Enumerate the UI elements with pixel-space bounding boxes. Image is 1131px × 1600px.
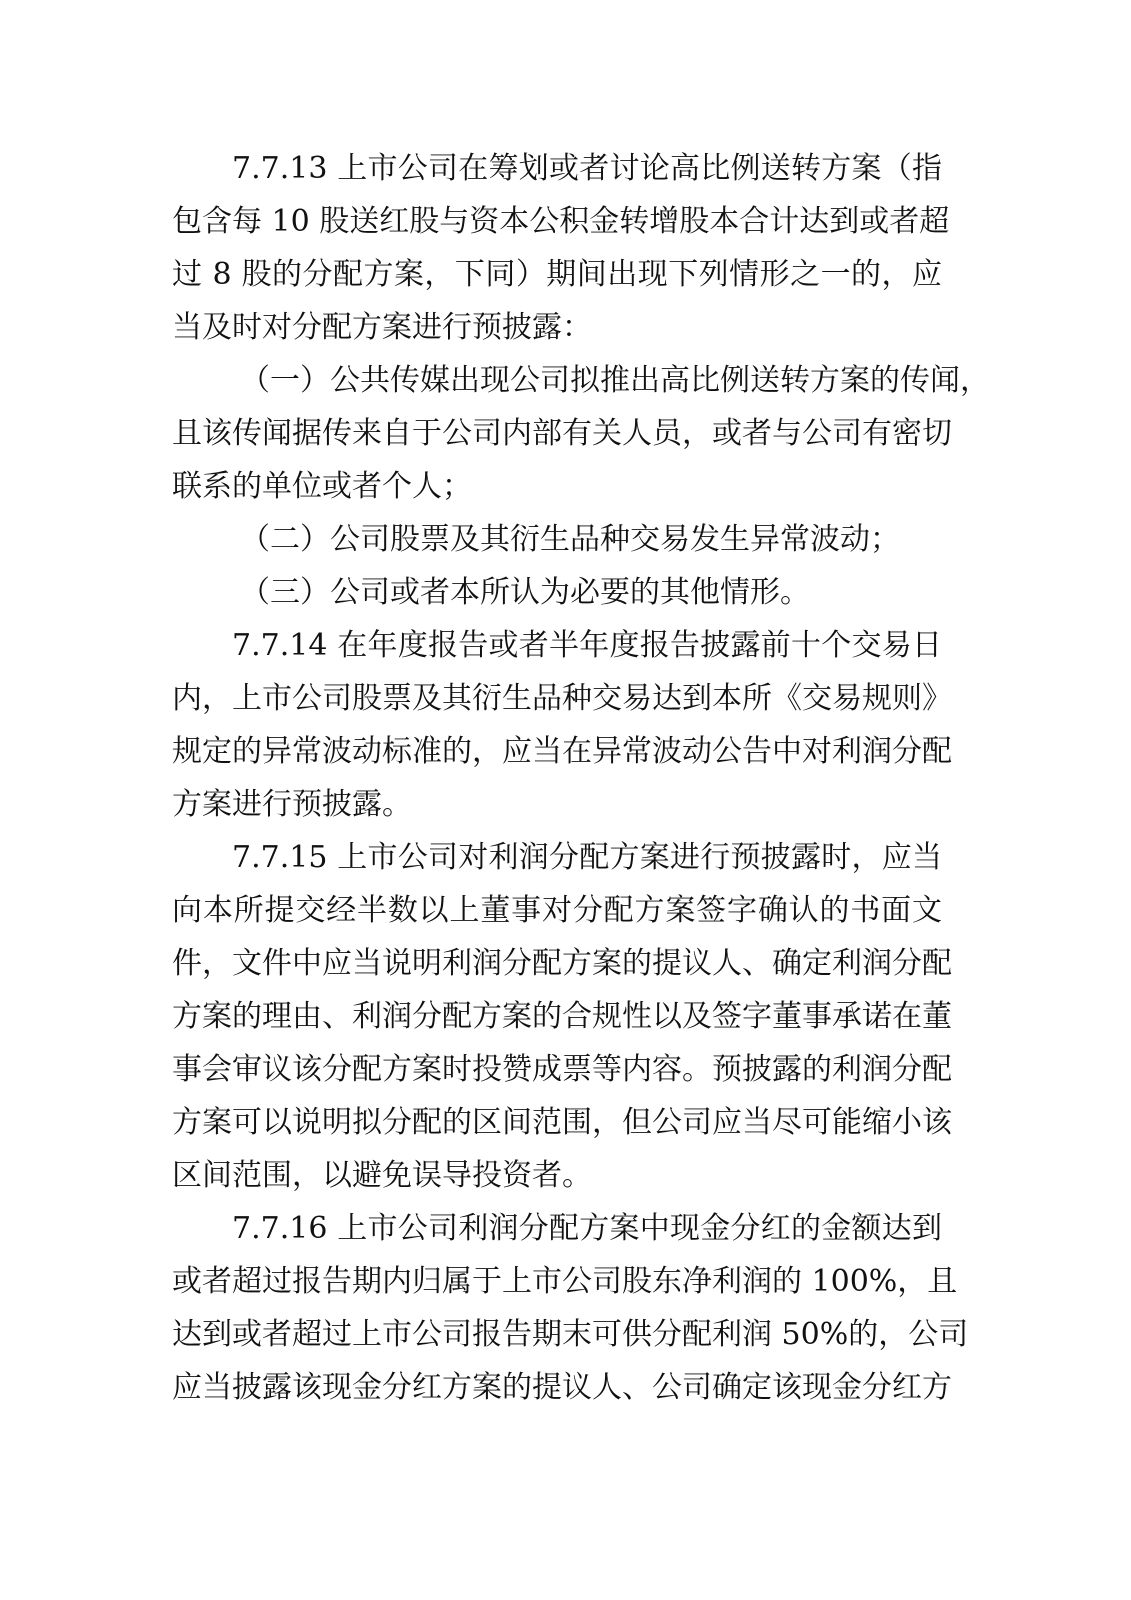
text-line: 方案进行预披露。 (172, 787, 412, 822)
text-line: 当及时对分配方案进行预披露： (172, 310, 592, 345)
text-line: 过 8 股的分配方案，下同）期间出现下列情形之一的，应 (172, 257, 942, 292)
text-line: 7.7.15 上市公司对利润分配方案进行预披露时，应当 (232, 840, 942, 875)
text-line: 区间范围，以避免误导投资者。 (172, 1158, 592, 1193)
paragraph-7-7-15 (172, 831, 952, 1202)
text-line: 达到或者超过上市公司报告期末可供分配利润 50%的，公司 (172, 1317, 969, 1352)
text-line: 方案可以说明拟分配的区间范围，但公司应当尽可能缩小该 (172, 1105, 952, 1140)
text-line: 应当披露该现金分红方案的提议人、公司确定该现金分红方 (172, 1370, 952, 1405)
document-body (172, 142, 990, 1414)
text-line: 或者超过报告期内归属于上市公司股东净利润的 100%，且 (172, 1264, 958, 1299)
paragraph-7-7-16 (172, 1202, 969, 1414)
paragraph-7-7-14 (172, 619, 952, 831)
text-line: 7.7.16 上市公司利润分配方案中现金分红的金额达到 (232, 1211, 942, 1246)
text-line: （二）公司股票及其衍生品种交易发生异常波动； (240, 522, 900, 557)
text-line: 7.7.14 在年度报告或者半年度报告披露前十个交易日 (232, 628, 942, 663)
text-line: 内，上市公司股票及其衍生品种交易达到本所《交易规则》 (172, 681, 952, 716)
text-line: （一）公共传媒出现公司拟推出高比例送转方案的传闻， (240, 363, 990, 398)
text-line: 规定的异常波动标准的，应当在异常波动公告中对利润分配 (172, 734, 952, 769)
text-line: 且该传闻据传来自于公司内部有关人员，或者与公司有密切 (172, 416, 952, 451)
paragraph-item-2 (172, 513, 942, 566)
paragraph-7-7-13 (172, 142, 950, 354)
text-line: （三）公司或者本所认为必要的其他情形。 (240, 575, 810, 610)
text-line: 事会审议该分配方案时投赞成票等内容。预披露的利润分配 (172, 1052, 952, 1087)
text-line: 包含每 10 股送红股与资本公积金转增股本合计达到或者超 (172, 204, 950, 239)
text-line: 件，文件中应当说明利润分配方案的提议人、确定利润分配 (172, 946, 952, 981)
text-line: 方案的理由、利润分配方案的合规性以及签字董事承诺在董 (172, 999, 952, 1034)
paragraph-item-3 (172, 566, 942, 619)
text-line: 向本所提交经半数以上董事对分配方案签字确认的书面文 (172, 893, 942, 928)
paragraph-item-1 (172, 354, 990, 513)
text-line: 联系的单位或者个人； (172, 469, 472, 504)
text-line: 7.7.13 上市公司在筹划或者讨论高比例送转方案（指 (232, 151, 942, 186)
